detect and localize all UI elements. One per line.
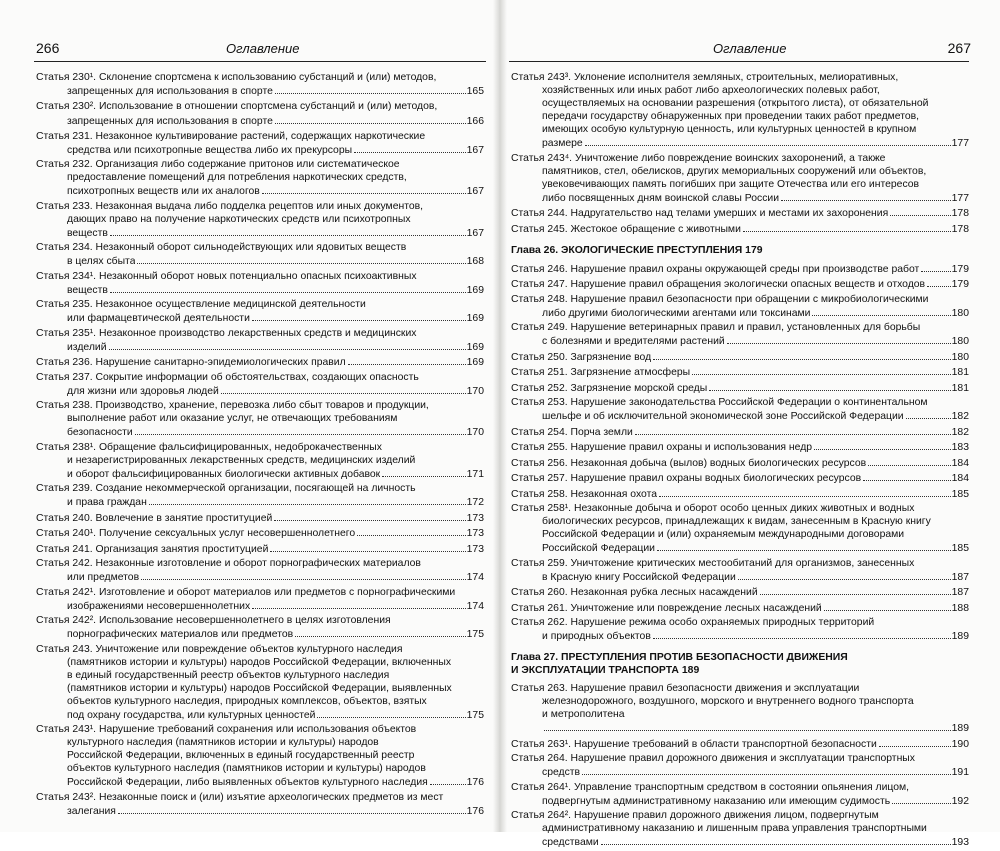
toc-page-number: 173 [466,528,484,539]
toc-entry-line: увековечивающих память погибших при защите Отечества или его интересов [542,178,920,190]
toc-entry[interactable] [36,355,484,369]
toc-entry-line: биологических ресурсов, принадлежащих к видам, занесенным в Красную книгу [542,516,931,527]
toc-entry[interactable] [511,471,969,485]
toc-page-number: 173 [466,543,484,555]
toc-page-number: 165 [466,86,484,97]
toc-entry-line: административному наказанию и лишенным права управления транспортными [542,823,927,834]
toc-entry[interactable] [36,542,484,556]
toc-entry-title: Статья 255. Нарушение правил охраны и использования недр [511,442,813,453]
toc-entry-line: Статья 263. Нарушение правил безопасности движения и эксплуатации [511,683,860,694]
toc-entry[interactable] [36,586,484,613]
toc-entry[interactable] [511,293,969,320]
dot-leader [814,440,951,450]
toc-entry-title: психотропных веществ или их аналогов [67,186,260,197]
toc-entry-title: для жизни или здоровья людей [67,385,219,397]
toc-entry[interactable] [36,614,484,641]
toc-entry[interactable] [36,399,484,439]
toc-entry-title: Статья 230². Использование в отношении спортсмена субстанций и (или) методов, [36,100,438,112]
dot-leader [892,794,951,804]
toc-entry-line: Статья 233. Незаконная выдача либо подделка рецептов или иных документов, [36,200,424,212]
right-page [503,0,1000,848]
dot-leader [348,355,466,365]
toc-entry-line: Статья 231. Незаконное культивирование растений, содержащих наркотические [36,130,426,142]
toc-page-number: 183 [951,442,969,453]
page-number: 266 [36,40,60,56]
toc-entry[interactable] [36,526,484,540]
table-of-contents [511,71,969,851]
dot-leader [109,340,466,350]
toc-page-number: 189 [951,631,969,642]
toc-entry-line: (памятников истории и культуры) народов Российской Федерации, включенных [67,656,452,668]
dot-leader [275,84,466,94]
table-of-contents [36,71,484,819]
toc-entry-title: Статья 244. Надругательство над телами умерших и местами их захоронения [511,208,889,219]
dot-leader [270,542,465,552]
toc-entry[interactable] [36,327,484,354]
dot-leader [863,471,951,481]
toc-page-number: 173 [466,512,484,524]
toc-entry-line: предоставление помещений для потребления наркотических средств, [67,172,407,183]
toc-entry-line: Статья 243¹. Нарушение требований сохранения или использования объектов [36,724,417,735]
toc-entry-title: Статья 251. Загрязнение атмосферы [511,367,691,378]
dot-leader [252,311,466,321]
toc-entry-line: имеющих особую культурную ценность, или культурных ценностей в крупном [542,124,917,135]
dot-leader [135,425,466,435]
toc-entry-line: в единый государственный реестр объектов культурного наследия [67,669,390,681]
toc-entry-title: средств [542,767,581,778]
toc-entry-line: Статья 234. Незаконный оборот сильнодействующих или ядовитых веществ [36,242,407,253]
toc-page-number: 170 [466,427,484,438]
dot-leader [879,737,951,747]
dot-leader [275,114,466,124]
toc-chapter-heading[interactable] [511,651,969,677]
toc-entry-line: Статья 264². Нарушение правил дорожного движения лицом, подвергнутым [511,810,879,821]
dot-leader [252,599,465,609]
toc-page-number: 189 [951,723,969,734]
toc-entry-line: объектов культурного наследия (памятников истории и культуры) народов [67,763,426,774]
toc-entry-line: Статья 258¹. Незаконные добыча и оборот особо ценных диких животных и водных [511,503,915,514]
toc-entry[interactable] [36,114,484,128]
toc-entry[interactable] [36,130,484,157]
toc-entry[interactable] [511,262,969,276]
dot-leader [544,721,951,731]
toc-entry-line: Статья 243². Незаконные поиск и (или) изъятие археологических предметов из мест [36,791,444,803]
toc-entry-title: Статья 245. Жестокое обращение с животными [511,223,741,235]
toc-entry[interactable] [511,487,969,501]
toc-entry-title: Статья 263¹. Нарушение требований в области транспортной безопасности [511,738,877,750]
toc-entry[interactable] [36,791,484,818]
toc-entry[interactable] [511,737,969,751]
toc-entry-title: Статья 257. Нарушение правил охраны водных биологических ресурсов [511,473,862,484]
toc-entry-title: Статья 254. Порча земли [511,426,633,438]
toc-entry-line: Статья 238¹. Обращение фальсифицированных, недоброкачественных [36,441,382,453]
toc-entry[interactable] [511,152,969,205]
toc-page-number: 169 [466,357,484,368]
toc-entry[interactable] [511,277,969,291]
toc-entry-line: и метрополитена [542,709,625,720]
toc-entry[interactable] [36,643,484,722]
toc-entry-line: Статья 243³. Уклонение исполнителя земляных, строительных, мелиоративных, [511,72,899,83]
dot-leader [868,456,951,466]
dot-leader [141,570,466,580]
toc-entry[interactable] [511,396,969,423]
toc-entry-title: средства или психотропные вещества либо их прекурсоры [67,144,353,156]
dot-leader [890,206,950,216]
toc-entry[interactable] [511,557,969,584]
toc-entry-title: подвергнутым административному наказанию или имеющим судимость [542,795,891,807]
dot-leader [738,570,951,580]
toc-page-number: 169 [466,313,484,324]
dot-leader [354,143,466,153]
dot-leader [727,334,951,344]
dot-leader [601,835,951,845]
toc-entry-line: дающих право на получение наркотических средств или психотропных [67,213,411,225]
toc-entry-title: Российской Федерации, либо выявленных объектов культурного наследия [67,777,428,788]
toc-page-number: 193 [951,837,969,848]
toc-entry[interactable] [511,350,969,364]
dot-leader [357,526,466,536]
toc-entry[interactable] [511,206,969,220]
toc-entry-title: Статья 236. Нарушение санитарно-эпидемиологических правил [36,357,346,368]
toc-chapter-heading[interactable] [511,244,969,257]
toc-page-number: 184 [951,457,969,469]
toc-entry-title: средствами [542,837,599,848]
toc-entry-line: Статья 239. Создание некоммерческой организации, посягающей на личность [36,483,416,494]
toc-entry[interactable] [511,222,969,236]
toc-entry-title: запрещенных для использования в спорте [67,116,273,127]
toc-entry-title: запрещенных для использования в спорте [67,86,273,97]
header-rule [509,61,969,62]
toc-entry-title: Статья 240¹. Получение сексуальных услуг несовершеннолетнего [36,528,356,539]
toc-entry[interactable] [36,298,484,325]
dot-leader [812,306,950,316]
toc-entry[interactable] [36,241,484,268]
dot-leader [110,226,466,236]
toc-entry-line: памятников, стел, обелисков, других мемориальных сооружений или объектов, [542,165,927,177]
toc-entry-line: Статья 259. Уничтожение критических местообитаний для организмов, занесенных [511,557,915,569]
toc-entry[interactable] [36,511,484,525]
header-rule [34,61,486,62]
toc-entry[interactable] [511,456,969,470]
toc-entry[interactable] [511,616,969,643]
toc-entry-line: Статья 248. Нарушение правил безопасности при обращении с микробиологическими [511,293,929,305]
toc-page-number: 177 [951,138,969,149]
toc-entry-line: Статья 264¹. Управление транспортным средством в состоянии опьянения лицом, [511,781,910,793]
running-title: Оглавление [713,41,787,56]
toc-entry[interactable] [36,200,484,240]
toc-entry[interactable] [511,365,969,379]
toc-entry[interactable] [511,321,969,348]
toc-entry-line: культурного наследия (памятников истории и культуры) народов [67,737,379,748]
toc-entry-line: выполнение работ или оказание услуг, не отвечающих требованиям [67,413,398,424]
toc-entry[interactable] [511,425,969,439]
toc-entry[interactable] [511,601,969,615]
toc-entry-title: Статья 261. Уничтожение или повреждение лесных насаждений [511,602,822,614]
toc-entry-title: Статья 240. Вовлечение в занятие проституцией [36,512,273,524]
dot-leader [659,487,951,497]
toc-entry-title: Глава 26. ЭКОЛОГИЧЕСКИЕ ПРЕСТУПЛЕНИЯ [511,244,743,256]
dot-leader [635,425,951,435]
toc-page-number: 179 [745,244,763,256]
toc-entry[interactable] [511,440,969,454]
toc-entry[interactable] [36,441,484,481]
toc-entry-line: Статья 264. Нарушение правил дорожного движения и эксплуатации транспортных [511,753,915,764]
toc-entry-line: хозяйственных или иных работ либо археологических полевых работ, [542,85,880,96]
toc-entry-title: Статья 250. Загрязнение вод [511,351,652,363]
dot-leader [149,495,466,505]
dot-leader [382,467,465,477]
toc-entry-line: Статья 234¹. Незаконный оборот новых потенциально опасных психоактивных [36,270,417,282]
toc-entry-line: Статья 262. Нарушение режима особо охраняемых природных территорий [511,617,875,628]
dot-leader [906,409,951,419]
toc-entry-title: Статья 258. Незаконная охота [511,488,658,500]
toc-page-number: 188 [951,602,969,614]
toc-page-number: 174 [466,600,484,612]
toc-entry[interactable] [511,809,969,849]
toc-page-number: 181 [951,382,969,394]
toc-page-number: 187 [951,571,969,583]
toc-entry-line: Статья 232. Организация либо содержание притонов или систематическое [36,159,400,170]
dot-leader [430,775,466,785]
toc-entry-title: шельфе и об исключительной экономической зоне Российской Федерации [542,411,904,422]
toc-entry-title: Статья 252. Загрязнение морской среды [511,382,708,394]
toc-entry-title: и природных объектов [542,631,651,642]
toc-page-number: 178 [951,223,969,235]
toc-entry-title: Российской Федерации [542,543,655,554]
toc-entry-line: (памятников истории и культуры) народов Российской Федерации, выявленных [67,682,452,694]
toc-entry-line: Статья 235¹. Незаконное производство лекарственных средств и медицинских [36,327,417,339]
toc-entry-title: или предметов [67,572,140,583]
toc-page-number: 179 [951,263,969,275]
dot-leader [274,511,465,521]
left-page-header [36,40,484,60]
toc-entry-line: Статья 249. Нарушение ветеринарных правил и правил, установленных для борьбы [511,322,921,333]
toc-entry-title: под охрану государства, или культурных ценностей [67,709,316,721]
toc-page-number: 180 [951,307,969,319]
dot-leader [781,191,951,201]
toc-entry-line: Статья 253. Нарушение законодательства Российской Федерации о континентальном [511,397,928,408]
toc-entry-line: Статья 235. Незаконное осуществление медицинской деятельности [36,299,366,310]
toc-entry[interactable] [36,482,484,509]
toc-page-number: 176 [466,805,484,817]
dot-leader [653,629,951,639]
toc-page-number: 177 [951,192,969,204]
right-page-header [511,40,971,60]
toc-entry-line: Российской Федерации, включенных в единый государственный реестр [67,750,415,761]
toc-entry-title: и права граждан [67,497,147,508]
toc-entry[interactable] [511,585,969,599]
toc-page-number: 180 [951,336,969,347]
toc-page-number: 185 [951,543,969,554]
toc-entry-line: Статья 243⁴. Уничтожение либо повреждение воинских захоронений, а также [511,152,886,164]
toc-entry-title: в Красную книгу Российской Федерации [542,571,736,583]
toc-page-number: 167 [466,186,484,197]
toc-entry-title: и оборот фальсифицированных биологически активных добавок [67,468,381,480]
toc-page-number: 170 [466,385,484,397]
toc-entry-title: веществ [67,227,108,239]
dot-leader [921,262,950,272]
toc-entry-title: Статья 241. Организация занятия проституцией [36,543,269,555]
toc-entry-title: И ЭКСПЛУАТАЦИИ ТРАНСПОРТА [511,665,679,676]
toc-page-number: 175 [466,629,484,640]
toc-entry[interactable] [36,270,484,297]
toc-entry-title: Статья 260. Незаконная рубка лесных насаждений [511,587,758,598]
left-page [0,0,497,832]
dot-leader [295,627,465,637]
toc-entry-title: Статья 246. Нарушение правил охраны окружающей среды при производстве работ [511,263,920,275]
toc-entry-title: Статья 256. Незаконная добыча (вылов) водных биологических ресурсов [511,457,867,469]
running-title: Оглавление [226,41,300,56]
dot-leader [118,804,466,814]
dot-leader [692,365,951,375]
dot-leader [585,136,951,146]
toc-entry-line: объектов культурного наследия, природных комплексов, объектов, взятых [67,695,427,707]
toc-entry[interactable] [36,371,484,398]
toc-page-number: 168 [466,256,484,267]
dot-leader [582,765,951,775]
toc-entry[interactable] [36,158,484,198]
toc-page-number: 187 [951,587,969,598]
toc-entry-title: в целях сбыта [67,256,136,267]
toc-entry[interactable] [511,381,969,395]
toc-entry[interactable] [36,100,484,113]
toc-page-number: 176 [466,777,484,788]
toc-entry[interactable] [36,71,484,98]
toc-entry-title: либо другими биологическими агентами или токсинами [542,307,811,319]
toc-entry-line: передачи государству обнаруженных при проведении таких работ предметов, [542,111,920,122]
dot-leader [137,254,465,264]
toc-entry-line: и незарегистрированных лекарственных средств, медицинских изделий [67,454,416,466]
toc-page-number: 174 [466,572,484,583]
dot-leader [262,184,466,194]
toc-entry-line: Статья 242¹. Изготовление и оборот материалов или предметов с порнографическими [36,586,456,598]
toc-page-number: 178 [951,208,969,219]
dot-leader [653,350,951,360]
toc-page-number: 169 [466,284,484,296]
toc-page-number: 175 [466,709,484,721]
toc-entry-line: Статья 243. Уничтожение или повреждение объектов культурного наследия [36,643,403,655]
toc-entry-title: или фармацевтической деятельности [67,313,250,324]
toc-entry[interactable] [511,502,969,555]
dot-leader [221,384,466,394]
toc-page-number: 181 [951,367,969,378]
dot-leader [824,601,951,611]
toc-entry-title: изделий [67,341,107,353]
toc-page-number: 190 [951,738,969,750]
toc-entry-title: веществ [67,284,108,296]
toc-entry[interactable] [36,723,484,789]
dot-leader [317,708,465,718]
toc-entry[interactable] [511,682,969,735]
page-number: 267 [947,40,971,56]
toc-entry-title: залегания [67,805,116,817]
toc-entry[interactable] [36,557,484,584]
dot-leader [760,585,951,595]
toc-entry-line: Статья 242². Использование несовершеннолетнего в целях изготовления [36,615,391,626]
toc-entry-line: Статья 242. Незаконные изготовление и оборот порнографических материалов [36,558,421,569]
toc-entry-title: изображениями несовершеннолетних [67,600,251,612]
toc-page-number: 184 [951,473,969,484]
toc-entry-line: Статья 238. Производство, хранение, перевозка либо сбыт товаров и продукции, [36,400,429,411]
toc-page-number: 191 [951,767,969,778]
toc-entry-line: Глава 27. ПРЕСТУПЛЕНИЯ ПРОТИВ БЕЗОПАСНОСТИ ДВИЖЕНИЯ [511,652,848,663]
toc-entry[interactable] [511,752,969,779]
toc-entry-title: Статья 247. Нарушение правил обращения экологически опасных веществ и отходов [511,279,926,290]
toc-page-number: 182 [951,411,969,422]
toc-entry-line: Статья 237. Сокрытие информации об обстоятельствах, создающих опасность [36,371,419,383]
toc-entry-title: порнографических материалов или предметов [67,629,294,640]
dot-leader [743,222,951,232]
dot-leader [927,277,951,287]
dot-leader [657,541,951,551]
toc-page-number: 185 [951,488,969,500]
toc-entry-title: безопасности [67,427,133,438]
toc-page-number: 180 [951,351,969,363]
toc-entry[interactable] [511,781,969,808]
toc-page-number: 166 [466,116,484,127]
dot-leader [110,283,466,293]
toc-entry-title: размере [542,138,583,149]
toc-entry-title: с болезнями и вредителями растений [542,336,725,347]
toc-page-number: 169 [466,341,484,353]
toc-page-number: 189 [681,665,700,676]
toc-page-number: 171 [466,468,484,480]
toc-page-number: 167 [466,227,484,239]
toc-entry-line: осуществляемых на основании разрешения (открытого листа), от обязательной [542,98,929,109]
dot-leader [709,381,950,391]
toc-entry-line: Статья 230¹. Склонение спортсмена к использованию субстанций и (или) методов, [36,72,437,83]
toc-entry-line: железнодорожного, воздушного, морского и внутреннего водного транспорта [542,696,914,707]
toc-page-number: 192 [951,795,969,807]
toc-page-number: 182 [951,426,969,438]
toc-entry-title: либо посвященных дням воинской славы России [542,192,780,204]
toc-entry[interactable] [511,71,969,150]
toc-page-number: 179 [951,279,969,290]
toc-page-number: 167 [466,144,484,156]
toc-page-number: 172 [466,497,484,508]
toc-entry-line: Российской Федерации и (или) охраняемым международными договорами [542,529,905,540]
